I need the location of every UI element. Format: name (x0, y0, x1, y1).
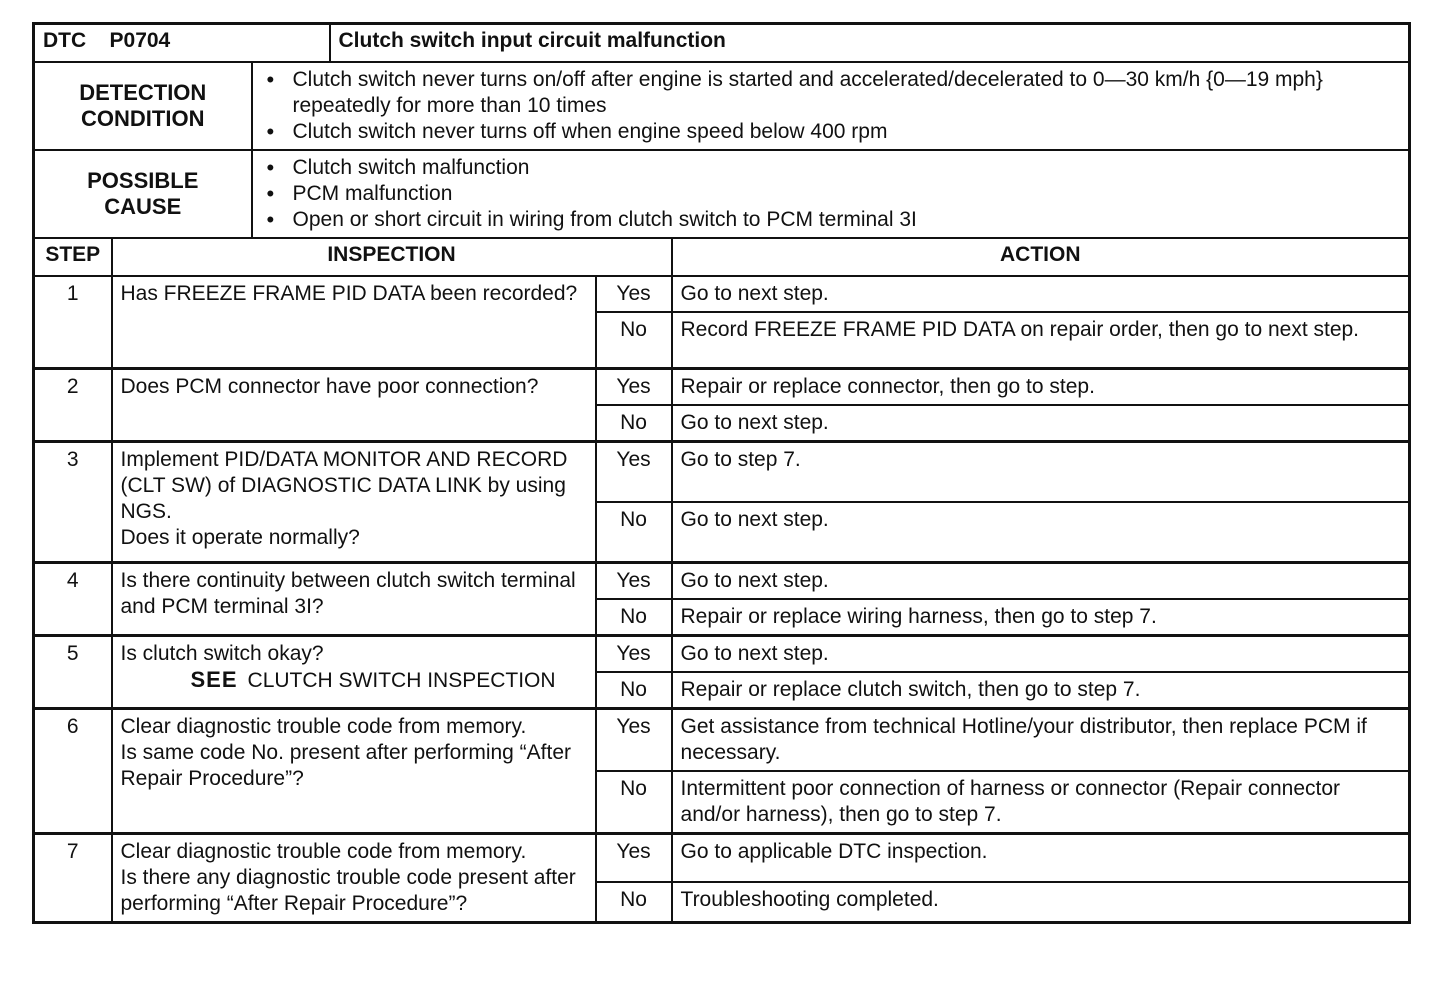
no-action: Record FREEZE FRAME PID DATA on repair order, then go to next step. (672, 312, 1410, 369)
step-row (34, 442, 1410, 503)
yes-action: Go to next step. (672, 636, 1410, 673)
yes-label: Yes (596, 563, 672, 600)
col-action: ACTION (672, 238, 1410, 276)
yes-action: Get assistance from technical Hotline/your distributor, then replace PCM if necessary. (672, 709, 1410, 772)
step-number: 3 (34, 442, 112, 563)
step-inspection: Clear diagnostic trouble code from memory. Is same code No. present after performing “After Repair Procedure”? (112, 709, 596, 834)
no-action: Repair or replace wiring harness, then go to step 7. (672, 599, 1410, 636)
cause-item: • Clutch switch malfunction (261, 155, 1401, 181)
step-row (34, 636, 1410, 673)
detection-item: • Clutch switch never turns on/off after engine is started and accelerated/decelerated to 0—30 km/h {0—19 mph} repeatedly for more than 10 times (261, 67, 1401, 119)
no-action: Go to next step. (672, 502, 1410, 563)
yes-action: Repair or replace connector, then go to step. (672, 369, 1410, 406)
step-row (34, 369, 1410, 406)
step-number: 4 (34, 563, 112, 636)
no-label: No (596, 502, 672, 563)
column-header-row (34, 238, 1410, 276)
step-row (34, 276, 1410, 312)
dtc-code: P0704 (109, 29, 171, 52)
detection-row (34, 62, 1410, 150)
no-label: No (596, 599, 672, 636)
header-row (34, 24, 1410, 63)
step-number: 7 (34, 834, 112, 923)
dtc-title: Clutch switch input circuit malfunction (330, 24, 1410, 63)
cause-label: POSSIBLE CAUSE (34, 150, 252, 238)
detection-label: DETECTION CONDITION (34, 62, 252, 150)
no-action: Intermittent poor connection of harness or connector (Repair connector and/or harness), then go to step 7. (672, 771, 1410, 834)
cause-content (252, 150, 1410, 238)
dtc-label: DTC (43, 29, 87, 52)
yes-action: Go to step 7. (672, 442, 1410, 503)
yes-label: Yes (596, 276, 672, 312)
step-inspection: Implement PID/DATA MONITOR AND RECORD (CLT SW) of DIAGNOSTIC DATA LINK by using NGS. Does it operate normally? (112, 442, 596, 563)
step-inspection: Has FREEZE FRAME PID DATA been recorded? (112, 276, 596, 369)
no-label: No (596, 405, 672, 442)
yes-label: Yes (596, 442, 672, 503)
yes-label: Yes (596, 636, 672, 673)
cause-item: • PCM malfunction (261, 181, 1401, 207)
step-inspection: Is there continuity between clutch switch terminal and PCM terminal 3I? (112, 563, 596, 636)
step-number: 2 (34, 369, 112, 442)
step-inspection: Clear diagnostic trouble code from memory. Is there any diagnostic trouble code present after performing “After Repair Procedure”? (112, 834, 596, 923)
see-reference: SEE CLUTCH SWITCH INSPECTION (190, 667, 556, 692)
col-step: STEP (34, 238, 112, 276)
yes-label: Yes (596, 834, 672, 883)
no-action: Go to next step. (672, 405, 1410, 442)
yes-action: Go to next step. (672, 563, 1410, 600)
col-inspection: INSPECTION (112, 238, 672, 276)
no-label: No (596, 771, 672, 834)
step-row (34, 563, 1410, 600)
yes-action: Go to applicable DTC inspection. (672, 834, 1410, 883)
yes-label: Yes (596, 709, 672, 772)
no-label: No (596, 312, 672, 369)
step-number: 6 (34, 709, 112, 834)
no-action: Repair or replace clutch switch, then go to step 7. (672, 672, 1410, 709)
step-row (34, 834, 1410, 883)
dtc-sheet (32, 22, 1408, 924)
step-number: 5 (34, 636, 112, 709)
cause-row (34, 150, 1410, 238)
detection-item: • Clutch switch never turns off when engine speed below 400 rpm (261, 119, 1401, 145)
detection-content (252, 62, 1410, 150)
no-label: No (596, 672, 672, 709)
no-label: No (596, 882, 672, 923)
cause-item: • Open or short circuit in wiring from clutch switch to PCM terminal 3I (261, 207, 1401, 233)
yes-action: Go to next step. (672, 276, 1410, 312)
step-inspection: Does PCM connector have poor connection? (112, 369, 596, 442)
dtc-code-cell (34, 24, 330, 63)
step-number: 1 (34, 276, 112, 369)
step-inspection: Is clutch switch okay? SEE CLUTCH SWITCH INSPECTION (112, 636, 596, 709)
no-action: Troubleshooting completed. (672, 882, 1410, 923)
dtc-table (32, 22, 1411, 924)
step-row (34, 709, 1410, 772)
yes-label: Yes (596, 369, 672, 406)
